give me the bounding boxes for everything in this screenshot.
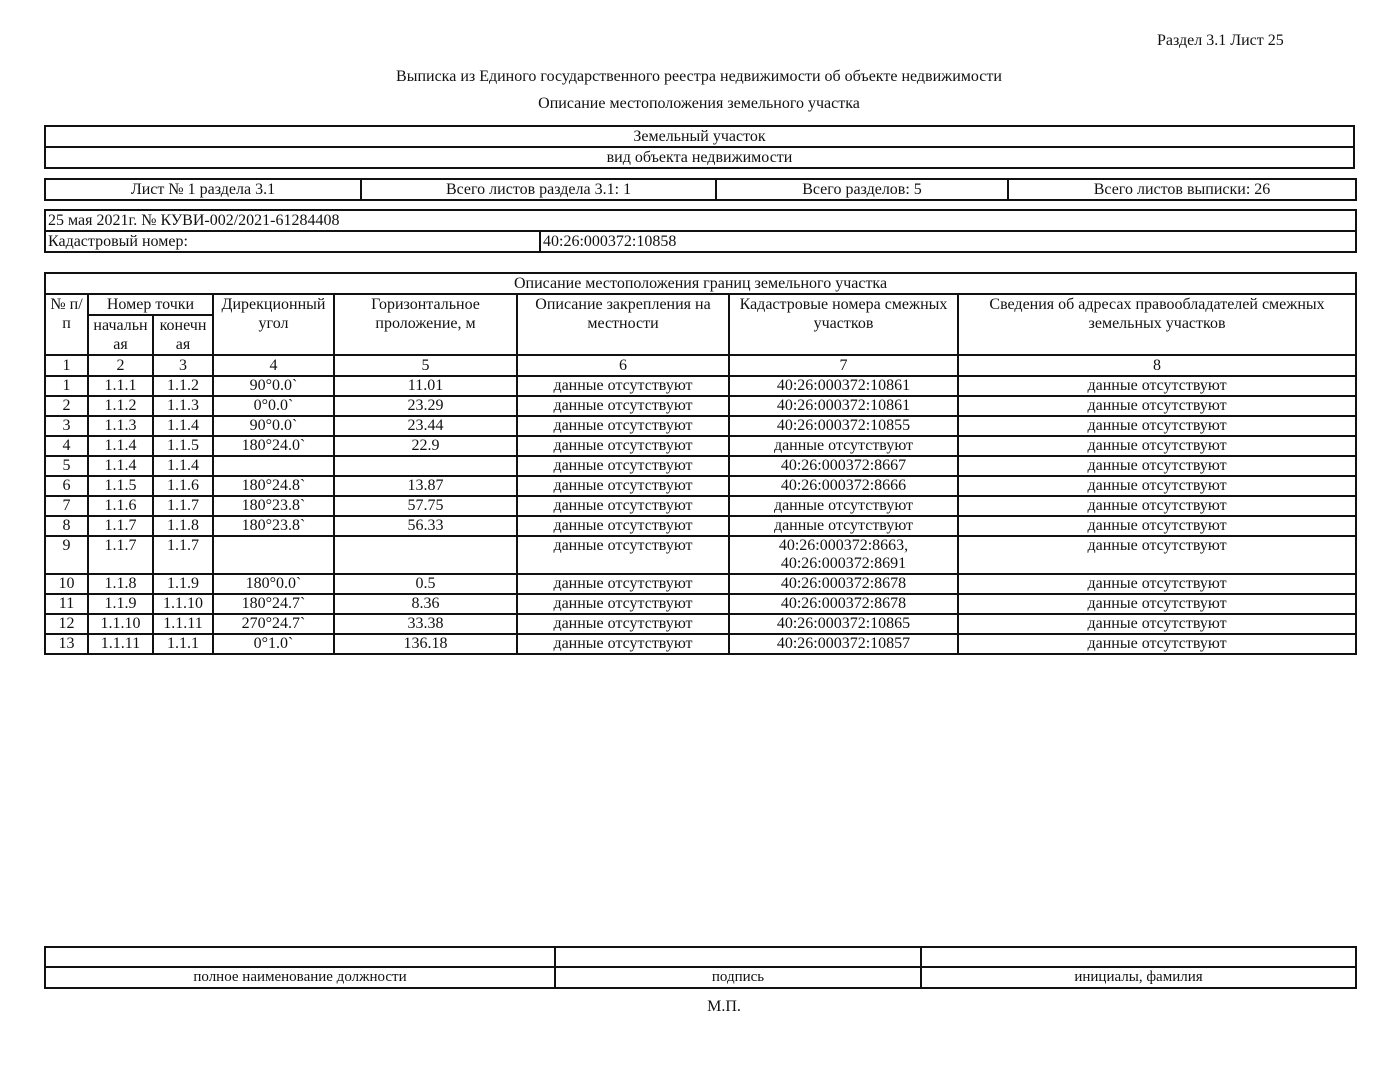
end-point: 1.1.6 xyxy=(153,476,213,496)
direction-angle: 90°0.0` xyxy=(213,416,334,436)
fixing-description: данные отсутствуют xyxy=(517,634,729,654)
owner-addresses: данные отсутствуют xyxy=(958,536,1356,574)
direction-angle: 0°1.0` xyxy=(213,634,334,654)
fixing-description: данные отсутствуют xyxy=(517,536,729,574)
owner-addresses: данные отсутствуют xyxy=(958,476,1356,496)
table-row xyxy=(45,496,1356,516)
column-number: 5 xyxy=(334,355,517,376)
end-point: 1.1.2 xyxy=(153,376,213,396)
direction-angle: 180°0.0` xyxy=(213,574,334,594)
object-type-table xyxy=(44,125,1355,169)
owner-addresses: данные отсутствуют xyxy=(958,396,1356,416)
start-point: 1.1.8 xyxy=(88,574,153,594)
adjacent-cadastral: данные отсутствуют xyxy=(729,496,958,516)
table-row xyxy=(45,436,1356,456)
fixing-description: данные отсутствуют xyxy=(517,396,729,416)
table-row xyxy=(45,376,1356,396)
fixing-description: данные отсутствуют xyxy=(517,496,729,516)
document-subtitle: Описание местоположения земельного участка xyxy=(538,95,860,112)
boundaries-table xyxy=(44,272,1357,655)
owner-addresses: данные отсутствуют xyxy=(958,574,1356,594)
end-point: 1.1.8 xyxy=(153,516,213,536)
horizontal-distance: 33.38 xyxy=(334,614,517,634)
table-row xyxy=(45,416,1356,436)
table-row xyxy=(45,396,1356,416)
table-row xyxy=(45,614,1356,634)
horizontal-distance: 136.18 xyxy=(334,634,517,654)
adjacent-cadastral: 40:26:000372:10857 xyxy=(729,634,958,654)
fixing-description: данные отсутствуют xyxy=(517,416,729,436)
fixing-description: данные отсутствуют xyxy=(517,476,729,496)
row-number: 4 xyxy=(45,436,88,456)
column-number: 4 xyxy=(213,355,334,376)
adjacent-cadastral: 40:26:000372:10865 xyxy=(729,614,958,634)
header-fixing: Описание закрепления на местности xyxy=(517,294,729,355)
owner-addresses: данные отсутствуют xyxy=(958,436,1356,456)
direction-angle xyxy=(213,456,334,476)
horizontal-distance xyxy=(334,536,517,574)
position-label: полное наименование должности xyxy=(45,967,555,988)
row-number: 2 xyxy=(45,396,88,416)
name-label: инициалы, фамилия xyxy=(921,967,1356,988)
registration-table xyxy=(44,209,1357,253)
start-point: 1.1.7 xyxy=(88,516,153,536)
column-number: 2 xyxy=(88,355,153,376)
position-field xyxy=(45,947,555,967)
stamp-place: М.П. xyxy=(707,998,741,1015)
fixing-description: данные отсутствуют xyxy=(517,456,729,476)
adjacent-cadastral: 40:26:000372:8678 xyxy=(729,594,958,614)
end-point: 1.1.4 xyxy=(153,416,213,436)
start-point: 1.1.11 xyxy=(88,634,153,654)
start-point: 1.1.10 xyxy=(88,614,153,634)
end-point: 1.1.5 xyxy=(153,436,213,456)
start-point: 1.1.7 xyxy=(88,536,153,574)
direction-angle: 270°24.7` xyxy=(213,614,334,634)
registration-date-number: 25 мая 2021г. № КУВИ-002/2021-61284408 xyxy=(45,210,1356,231)
horizontal-distance: 23.29 xyxy=(334,396,517,416)
row-number: 12 xyxy=(45,614,88,634)
direction-angle: 0°0.0` xyxy=(213,396,334,416)
horizontal-distance: 8.36 xyxy=(334,594,517,614)
table-row xyxy=(45,594,1356,614)
owner-addresses: данные отсутствуют xyxy=(958,456,1356,476)
direction-angle: 180°24.7` xyxy=(213,594,334,614)
table-row xyxy=(45,536,1356,574)
end-point: 1.1.7 xyxy=(153,536,213,574)
adjacent-cadastral: 40:26:000372:10861 xyxy=(729,396,958,416)
owner-addresses: данные отсутствуют xyxy=(958,516,1356,536)
header-point-number: Номер точки xyxy=(88,294,213,315)
horizontal-distance: 0.5 xyxy=(334,574,517,594)
start-point: 1.1.1 xyxy=(88,376,153,396)
owner-addresses: данные отсутствуют xyxy=(958,634,1356,654)
boundary-rows xyxy=(45,376,1356,654)
adjacent-cadastral: 40:26:000372:10855 xyxy=(729,416,958,436)
start-point: 1.1.2 xyxy=(88,396,153,416)
total-section-sheets: Всего листов раздела 3.1: 1 xyxy=(361,179,716,200)
row-number: 11 xyxy=(45,594,88,614)
owner-addresses: данные отсутствуют xyxy=(958,376,1356,396)
header-angle: Дирекционный угол xyxy=(213,294,334,355)
start-point: 1.1.6 xyxy=(88,496,153,516)
table-row xyxy=(45,476,1356,496)
adjacent-cadastral: 40:26:000372:8666 xyxy=(729,476,958,496)
column-number: 1 xyxy=(45,355,88,376)
fixing-description: данные отсутствуют xyxy=(517,594,729,614)
horizontal-distance: 57.75 xyxy=(334,496,517,516)
total-sections: Всего разделов: 5 xyxy=(716,179,1008,200)
start-point: 1.1.4 xyxy=(88,436,153,456)
object-type-caption: вид объекта недвижимости xyxy=(45,147,1354,168)
table-row xyxy=(45,516,1356,536)
start-point: 1.1.4 xyxy=(88,456,153,476)
start-point: 1.1.9 xyxy=(88,594,153,614)
sheet-info-table xyxy=(44,178,1357,201)
adjacent-cadastral: 40:26:000372:8667 xyxy=(729,456,958,476)
row-number: 13 xyxy=(45,634,88,654)
adjacent-cadastral: 40:26:000372:8678 xyxy=(729,574,958,594)
header-owners: Сведения об адресах правообладателей смежных земельных участков xyxy=(958,294,1356,355)
end-point: 1.1.9 xyxy=(153,574,213,594)
owner-addresses: данные отсутствуют xyxy=(958,614,1356,634)
end-point: 1.1.4 xyxy=(153,456,213,476)
fixing-description: данные отсутствуют xyxy=(517,574,729,594)
header-distance: Горизонтальное проложение, м xyxy=(334,294,517,355)
row-number: 10 xyxy=(45,574,88,594)
horizontal-distance: 13.87 xyxy=(334,476,517,496)
horizontal-distance: 56.33 xyxy=(334,516,517,536)
adjacent-cadastral: 40:26:000372:8663, 40:26:000372:8691 xyxy=(729,536,958,574)
end-point: 1.1.1 xyxy=(153,634,213,654)
horizontal-distance: 22.9 xyxy=(334,436,517,456)
column-number: 8 xyxy=(958,355,1356,376)
header-start: начальн ая xyxy=(88,315,153,355)
direction-angle: 180°23.8` xyxy=(213,496,334,516)
end-point: 1.1.10 xyxy=(153,594,213,614)
direction-angle: 180°24.8` xyxy=(213,476,334,496)
direction-angle xyxy=(213,536,334,574)
horizontal-distance: 11.01 xyxy=(334,376,517,396)
column-number: 7 xyxy=(729,355,958,376)
start-point: 1.1.5 xyxy=(88,476,153,496)
document-title: Выписка из Единого государственного реестра недвижимости об объекте недвижимости xyxy=(396,68,1002,85)
cadastral-number: 40:26:000372:10858 xyxy=(540,231,1356,252)
row-number: 8 xyxy=(45,516,88,536)
horizontal-distance: 23.44 xyxy=(334,416,517,436)
direction-angle: 180°23.8` xyxy=(213,516,334,536)
row-number: 6 xyxy=(45,476,88,496)
cadastral-label: Кадастровый номер: xyxy=(45,231,540,252)
owner-addresses: данные отсутствуют xyxy=(958,594,1356,614)
row-number: 5 xyxy=(45,456,88,476)
horizontal-distance xyxy=(334,456,517,476)
boundaries-caption: Описание местоположения границ земельного участка xyxy=(45,273,1356,294)
sheet-of-section: Лист № 1 раздела 3.1 xyxy=(45,179,361,200)
start-point: 1.1.3 xyxy=(88,416,153,436)
end-point: 1.1.11 xyxy=(153,614,213,634)
column-number: 6 xyxy=(517,355,729,376)
column-number: 3 xyxy=(153,355,213,376)
owner-addresses: данные отсутствуют xyxy=(958,496,1356,516)
row-number: 9 xyxy=(45,536,88,574)
end-point: 1.1.7 xyxy=(153,496,213,516)
fixing-description: данные отсутствуют xyxy=(517,614,729,634)
header-num: № п/п xyxy=(45,294,88,355)
fixing-description: данные отсутствуют xyxy=(517,436,729,456)
fixing-description: данные отсутствуют xyxy=(517,516,729,536)
total-extract-sheets: Всего листов выписки: 26 xyxy=(1008,179,1356,200)
adjacent-cadastral: 40:26:000372:10861 xyxy=(729,376,958,396)
table-row xyxy=(45,456,1356,476)
fixing-description: данные отсутствуют xyxy=(517,376,729,396)
owner-addresses: данные отсутствуют xyxy=(958,416,1356,436)
end-point: 1.1.3 xyxy=(153,396,213,416)
adjacent-cadastral: данные отсутствуют xyxy=(729,516,958,536)
direction-angle: 180°24.0` xyxy=(213,436,334,456)
adjacent-cadastral: данные отсутствуют xyxy=(729,436,958,456)
table-row xyxy=(45,574,1356,594)
object-type: Земельный участок xyxy=(45,126,1354,147)
header-adjacent: Кадастровые номера смежных участков xyxy=(729,294,958,355)
row-number: 7 xyxy=(45,496,88,516)
sheet-reference: Раздел 3.1 Лист 25 xyxy=(1157,32,1284,49)
table-row xyxy=(45,634,1356,654)
name-field xyxy=(921,947,1356,967)
signature-table xyxy=(44,946,1357,989)
signature-field xyxy=(555,947,921,967)
header-end: конечн ая xyxy=(153,315,213,355)
row-number: 1 xyxy=(45,376,88,396)
row-number: 3 xyxy=(45,416,88,436)
signature-label: подпись xyxy=(555,967,921,988)
column-numbers-row xyxy=(45,355,1356,376)
direction-angle: 90°0.0` xyxy=(213,376,334,396)
